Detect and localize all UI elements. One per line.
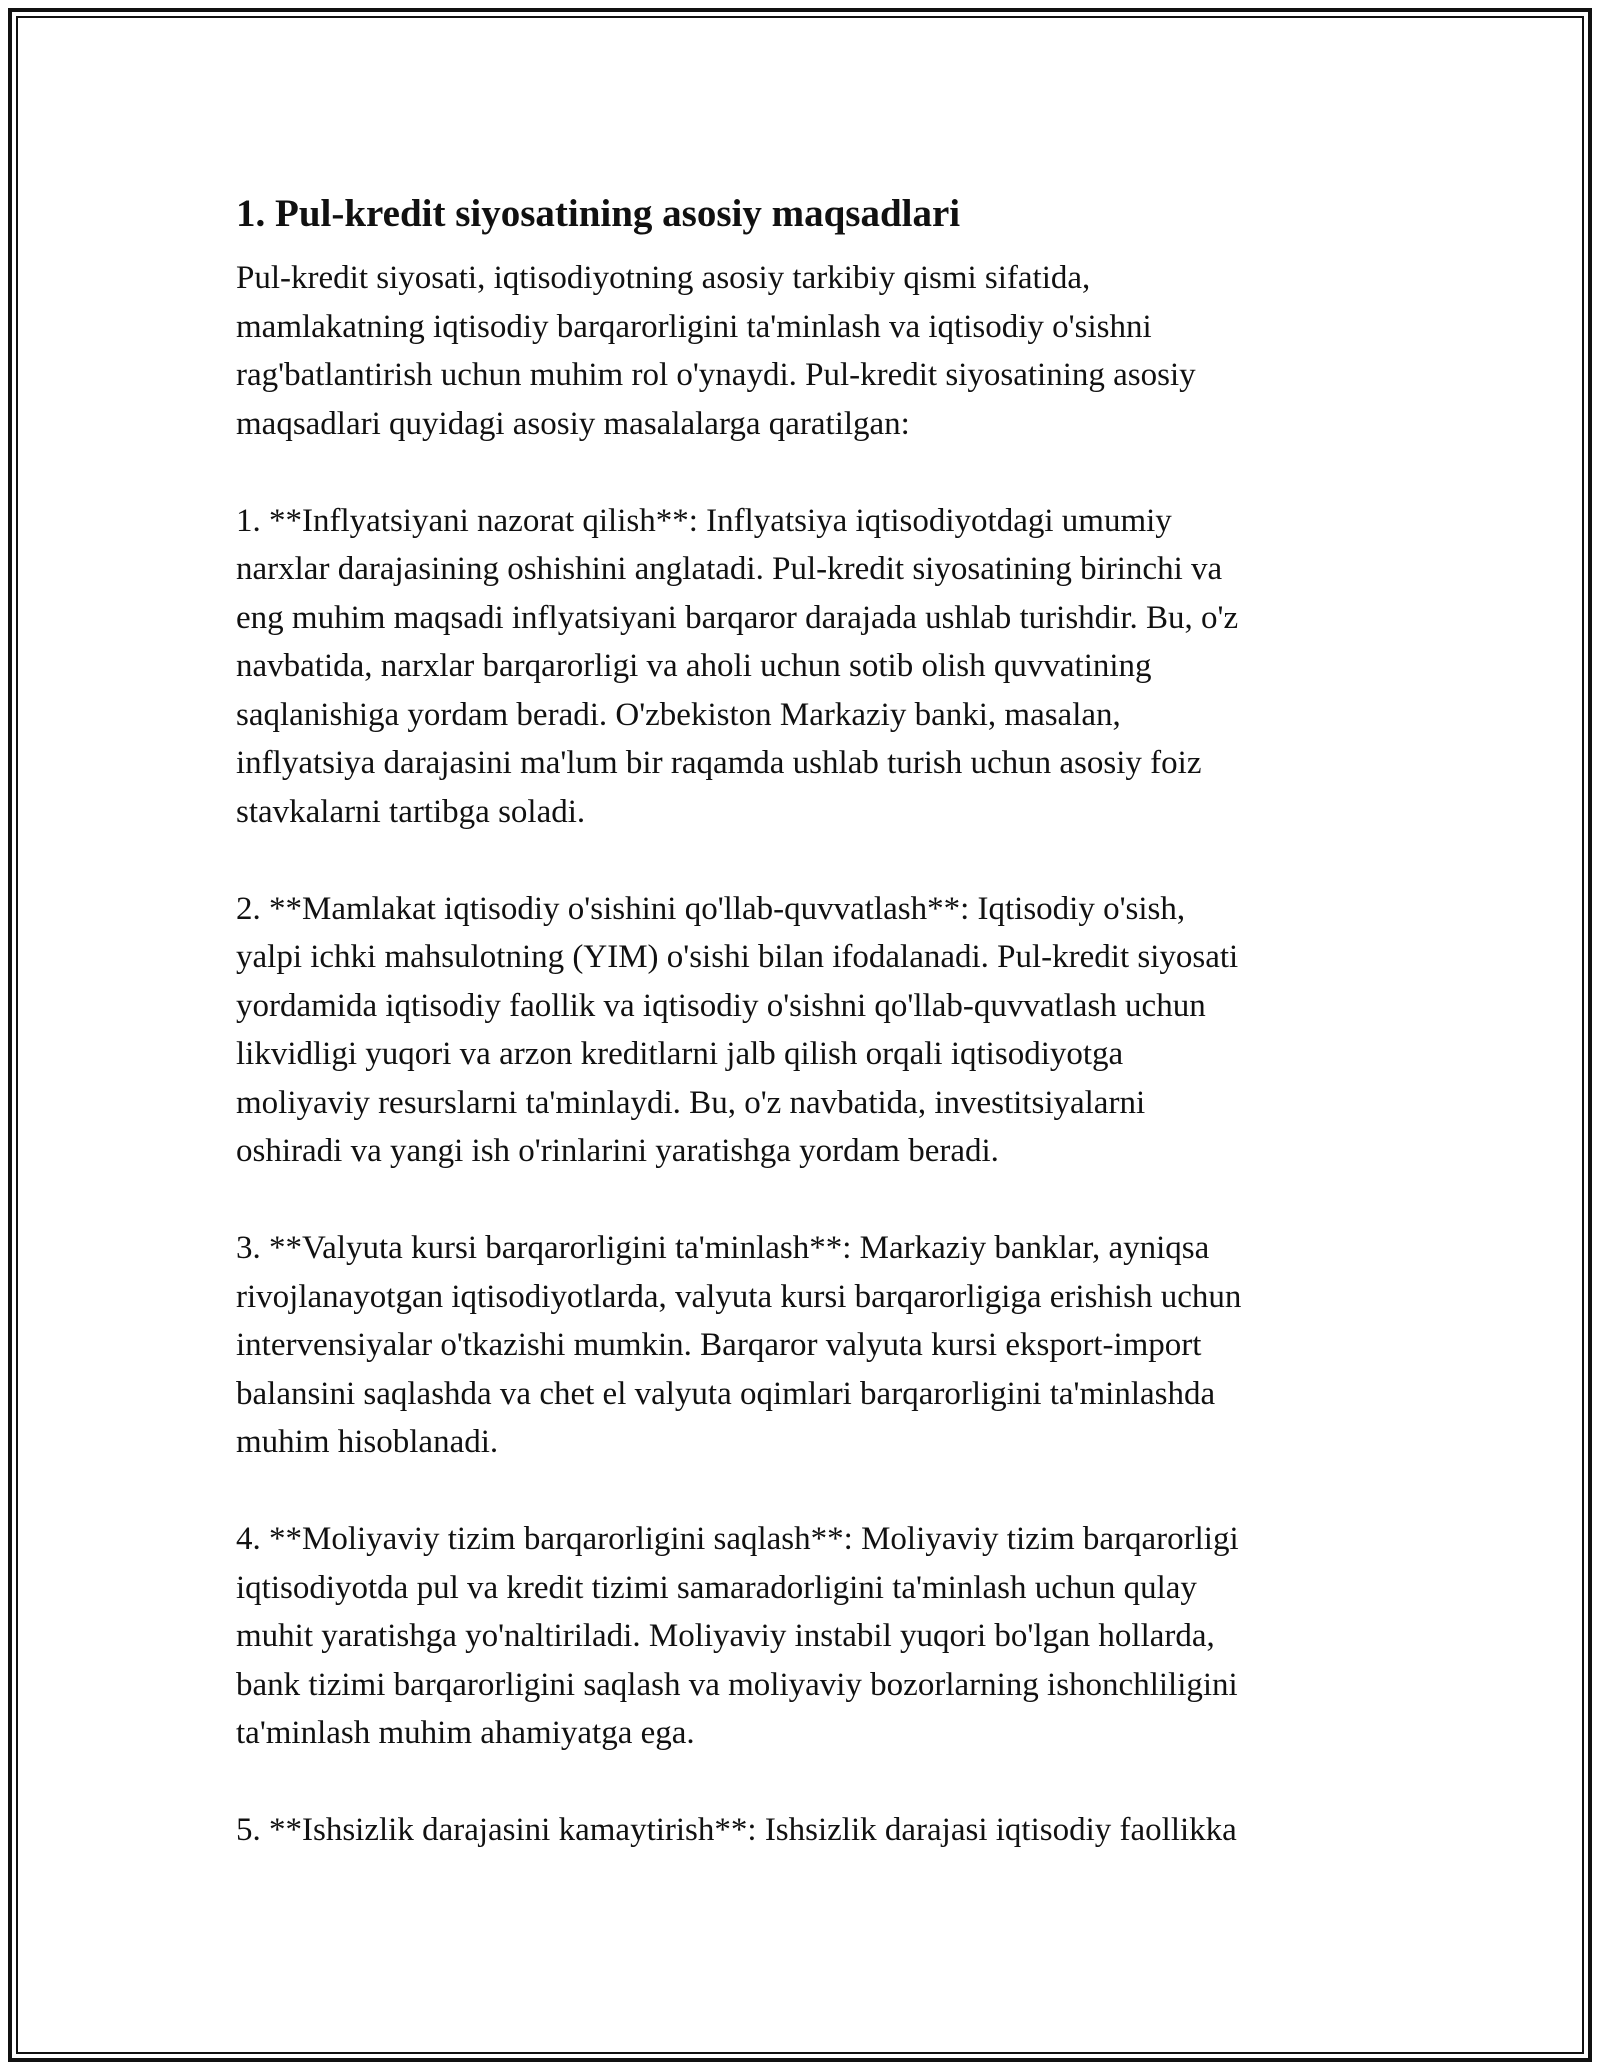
list-item-inflation: 1. **Inflyatsiyani nazorat qilish**: Inflyatsiya iqtisodiyotdagi umumiy narxlar darajasining oshishini anglatadi. Pul-kredit siyosatining birinchi va eng muhim maqsadi inflyatsiyani barqaror darajada ushlab turishdir. Bu, o'z navbatida, narxlar barqarorligi va aholi uchun sotib olish quvvatining saqlanishiga yordam beradi. O'zbekiston Markaziy banki, masalan, inflyatsiya darajasini ma'lum bir raqamda ushlab turish uchun asosiy foiz stavkalarni tartibga soladi.	[236, 502, 1239, 830]
list-item-exchange-rate: 3. **Valyuta kursi barqarorligini ta'minlash**: Markaziy banklar, ayniqsa rivojlanayotgan iqtisodiyotlarda, valyuta kursi barqarorligiga erishish uchun intervensiyalar o'tkazishi mumkin. Barqaror valyuta kursi eksport-import balansini saqlashda va chet el valyuta oqimlari barqarorligini ta'minlashda muhim hisoblanadi.	[236, 1230, 1242, 1460]
list-item-financial-stability: 4. **Moliyaviy tizim barqarorligini saqlash**: Moliyaviy tizim barqarorligi iqtisodiyotda pul va kredit tizimi samaradorligini ta'minlash uchun qulay muhit yaratishga yo'naltiriladi. Moliyaviy instabil yuqori bo'lgan hollarda, bank tizimi barqarorligini saqlash va moliyaviy bozorlarning ishonchliligini ta'minlash muhim ahamiyatga ega.	[236, 1521, 1239, 1751]
intro-paragraph: Pul-kredit siyosati, iqtisodiyotning asosiy tarkibiy qismi sifatida, mamlakatning iqtisodiy barqarorligini ta'minlash va iqtisodiy o'sishni rag'batlantirish uchun muhim rol o'ynaydi. Pul-kredit siyosatining asosiy maqsadlari quyidagi asosiy masalalarga qaratilgan:	[236, 260, 1196, 442]
list-item-economic-growth: 2. **Mamlakat iqtisodiy o'sishini qo'llab-quvvatlash**: Iqtisodiy o'sish, yalpi ichki mahsulotning (YIM) o'sishi bilan ifodalanadi. Pul-kredit siyosati yordamida iqtisodiy faollik va iqtisodiy o'sishni qo'llab-quvvatlash uchun likvidligi yuqori va arzon kreditlarni jalb qilish orqali iqtisodiyotga moliyaviy resurslarni ta'minlaydi. Bu, o'z navbatida, investitsiyalarni oshiradi va yangi ish o'rinlarini yaratishga yordam beradi.	[236, 890, 1239, 1169]
list-item-unemployment: 5. **Ishsizlik darajasini kamaytirish**: Ishsizlik darajasi iqtisodiy faollikka	[236, 1812, 1237, 1848]
section-heading: 1. Pul-kredit siyosatining asosiy maqsadlari	[236, 192, 961, 235]
document-body	[236, 254, 1366, 1855]
document-content	[236, 186, 1366, 1903]
